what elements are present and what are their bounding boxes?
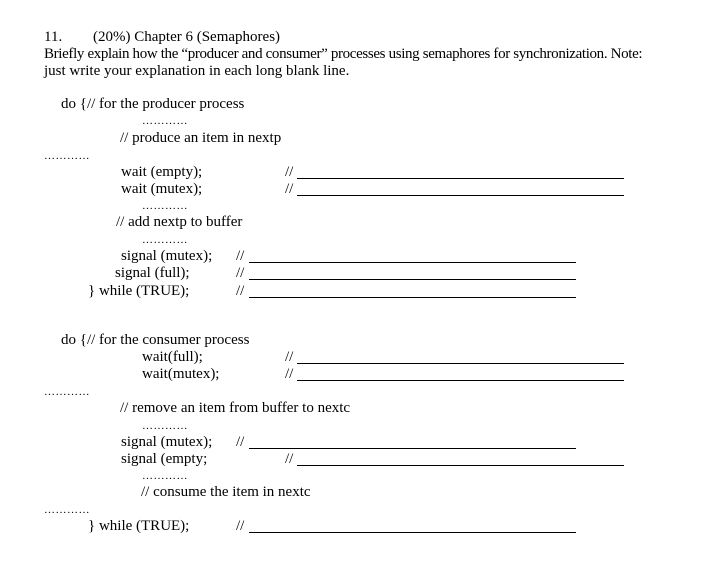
consumer-wait-mutex: wait(mutex);	[142, 366, 220, 382]
consumer-ellipsis-4: …………	[44, 504, 90, 516]
producer-ellipsis-4: …………	[142, 234, 188, 246]
producer-signal-mutex: signal (mutex);	[121, 248, 213, 264]
question-heading: (20%) Chapter 6 (Semaphores)	[93, 29, 281, 45]
consumer-signal-empty-blank[interactable]	[297, 465, 624, 466]
consumer-while-blank[interactable]	[249, 532, 576, 533]
producer-wait-mutex: wait (mutex);	[121, 181, 203, 197]
producer-while-blank[interactable]	[249, 297, 576, 298]
producer-while-comment: //	[236, 283, 245, 299]
consumer-wait-mutex-blank[interactable]	[297, 380, 624, 381]
producer-wait-mutex-blank[interactable]	[297, 195, 624, 196]
consumer-consume-comment: // consume the item in nextc	[141, 484, 311, 500]
consumer-remove-comment: // remove an item from buffer to nextc	[120, 400, 351, 416]
consumer-signal-mutex: signal (mutex);	[121, 434, 213, 450]
producer-signal-mutex-comment: //	[236, 248, 245, 264]
consumer-do-line: do {// for the consumer process	[61, 332, 250, 348]
producer-ellipsis-3: …………	[142, 200, 188, 212]
producer-wait-empty: wait (empty);	[121, 164, 203, 180]
producer-wait-empty-comment: //	[285, 164, 294, 180]
producer-wait-mutex-comment: //	[285, 181, 294, 197]
consumer-signal-mutex-blank[interactable]	[249, 448, 576, 449]
producer-ellipsis-2: …………	[44, 150, 90, 162]
consumer-wait-full-comment: //	[285, 349, 294, 365]
consumer-signal-empty: signal (empty;	[121, 451, 208, 467]
consumer-while: } while (TRUE);	[88, 518, 190, 534]
producer-signal-full: signal (full);	[115, 265, 190, 281]
consumer-wait-mutex-comment: //	[285, 366, 294, 382]
producer-signal-full-comment: //	[236, 265, 245, 281]
producer-while: } while (TRUE);	[88, 283, 190, 299]
consumer-wait-full: wait(full);	[142, 349, 203, 365]
question-number: 11.	[44, 29, 63, 45]
consumer-signal-empty-comment: //	[285, 451, 294, 467]
instruction-line-1: Briefly explain how the “producer and consumer” processes using semaphores for synchronization. Note:	[44, 46, 643, 62]
producer-wait-empty-blank[interactable]	[297, 178, 624, 179]
producer-do-line: do {// for the producer process	[61, 96, 245, 112]
consumer-while-comment: //	[236, 518, 245, 534]
consumer-signal-mutex-comment: //	[236, 434, 245, 450]
producer-add-comment: // add nextp to buffer	[116, 214, 243, 230]
consumer-ellipsis-2: …………	[142, 420, 188, 432]
producer-signal-mutex-blank[interactable]	[249, 262, 576, 263]
producer-produce-comment: // produce an item in nextp	[120, 130, 282, 146]
instruction-line-2: just write your explanation in each long blank line.	[44, 63, 350, 79]
producer-ellipsis-1: …………	[142, 115, 188, 127]
consumer-ellipsis-3: …………	[142, 470, 188, 482]
producer-signal-full-blank[interactable]	[249, 279, 576, 280]
consumer-ellipsis-1: …………	[44, 386, 90, 398]
consumer-wait-full-blank[interactable]	[297, 363, 624, 364]
